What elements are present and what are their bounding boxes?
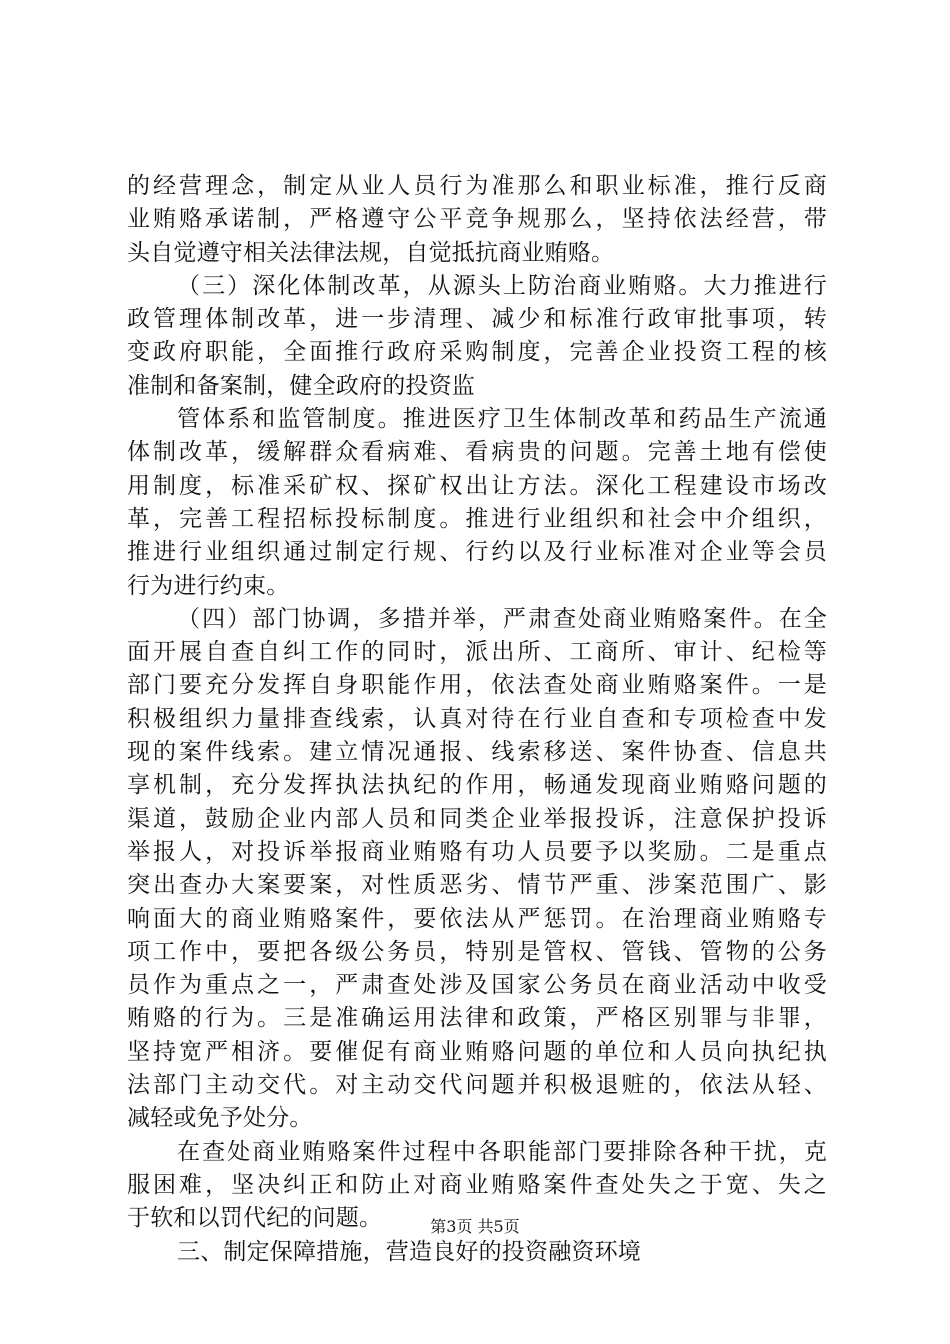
text-line: （四）部门协调，多措并举，严肃查处商业贿赂案件。在全 [177, 605, 827, 632]
text-line: 于软和以罚代纪的问题。 [127, 1205, 383, 1232]
text-line: 体制改革，缓解群众看病难、看病贵的问题。完善土地有偿使 [127, 439, 827, 466]
text-line: 减轻或免予处分。 [127, 1105, 313, 1132]
text-line: 享机制，充分发挥执法执纪的作用，畅通发现商业贿赂问题的 [127, 772, 827, 799]
text-line: 部门要充分发挥自身职能作用，依法查处商业贿赂案件。一是 [127, 672, 827, 699]
text-line: 面开展自查自纠工作的同时，派出所、工商所、审计、纪检等 [127, 639, 827, 666]
text-line: 项工作中，要把各级公务员，特别是管权、管钱、管物的公务 [127, 938, 827, 965]
text-line: 突出查办大案要案，对性质恶劣、情节严重、涉案范围广、影 [127, 872, 827, 899]
text-line: 用制度，标准采矿权、探矿权出让方法。深化工程建设市场改 [127, 472, 827, 499]
text-line: 推进行业组织通过制定行规、行约以及行业标准对企业等会员 [127, 539, 827, 566]
text-line: 革，完善工程招标投标制度。推进行业组织和社会中介组织， [127, 505, 827, 532]
text-line: 管体系和监管制度。推进医疗卫生体制改革和药品生产流通 [177, 406, 827, 433]
text-line: 坚持宽严相济。要催促有商业贿赂问题的单位和人员向执纪执 [127, 1038, 827, 1065]
text-line: 举报人，对投诉举报商业贿赂有功人员要予以奖励。二是重点 [127, 838, 827, 865]
text-line: 贿赂的行为。三是准确运用法律和政策，严格区别罪与非罪， [127, 1005, 827, 1032]
document-body [127, 170, 827, 1269]
text-line: 变政府职能，全面推行政府采购制度，完善企业投资工程的核 [127, 339, 827, 366]
text-line: 渠道，鼓励企业内部人员和同类企业举报投诉，注意保护投诉 [127, 805, 827, 832]
text-line: 积极组织力量排查线索，认真对待在行业自查和专项检查中发 [127, 705, 827, 732]
text-line: 政管理体制改革，进一步清理、减少和标准行政审批事项，转 [127, 306, 827, 333]
text-line: 员作为重点之一，严肃查处涉及国家公务员在商业活动中收受 [127, 972, 827, 999]
text-line: 在查处商业贿赂案件过程中各职能部门要排除各种干扰，克 [177, 1138, 827, 1165]
text-line: 头自觉遵守相关法律法规，自觉抵抗商业贿赂。 [127, 239, 615, 266]
text-line: 准制和备案制，健全政府的投资监 [127, 372, 475, 399]
page-footer: 第3页 共5页 [430, 1217, 520, 1236]
text-line: （三）深化体制改革，从源头上防治商业贿赂。大力推进行 [177, 272, 827, 299]
text-line: 服困难，坚决纠正和防止对商业贿赂案件查处失之于宽、失之 [127, 1171, 827, 1198]
text-line: 现的案件线索。建立情况通报、线索移送、案件协查、信息共 [127, 739, 827, 766]
text-line: 行为进行约束。 [127, 572, 290, 599]
text-line: 的经营理念，制定从业人员行为准那么和职业标准，推行反商 [127, 173, 827, 199]
text-line: 法部门主动交代。对主动交代问题并积极退赃的，依法从轻、 [127, 1072, 827, 1099]
text-line: 响面大的商业贿赂案件，要依法从严惩罚。在治理商业贿赂专 [127, 905, 827, 932]
text-line: 三、制定保障措施，营造良好的投资融资环境 [177, 1238, 641, 1265]
text-line: 业贿赂承诺制，严格遵守公平竞争规那么，坚持依法经营，带 [127, 206, 827, 233]
